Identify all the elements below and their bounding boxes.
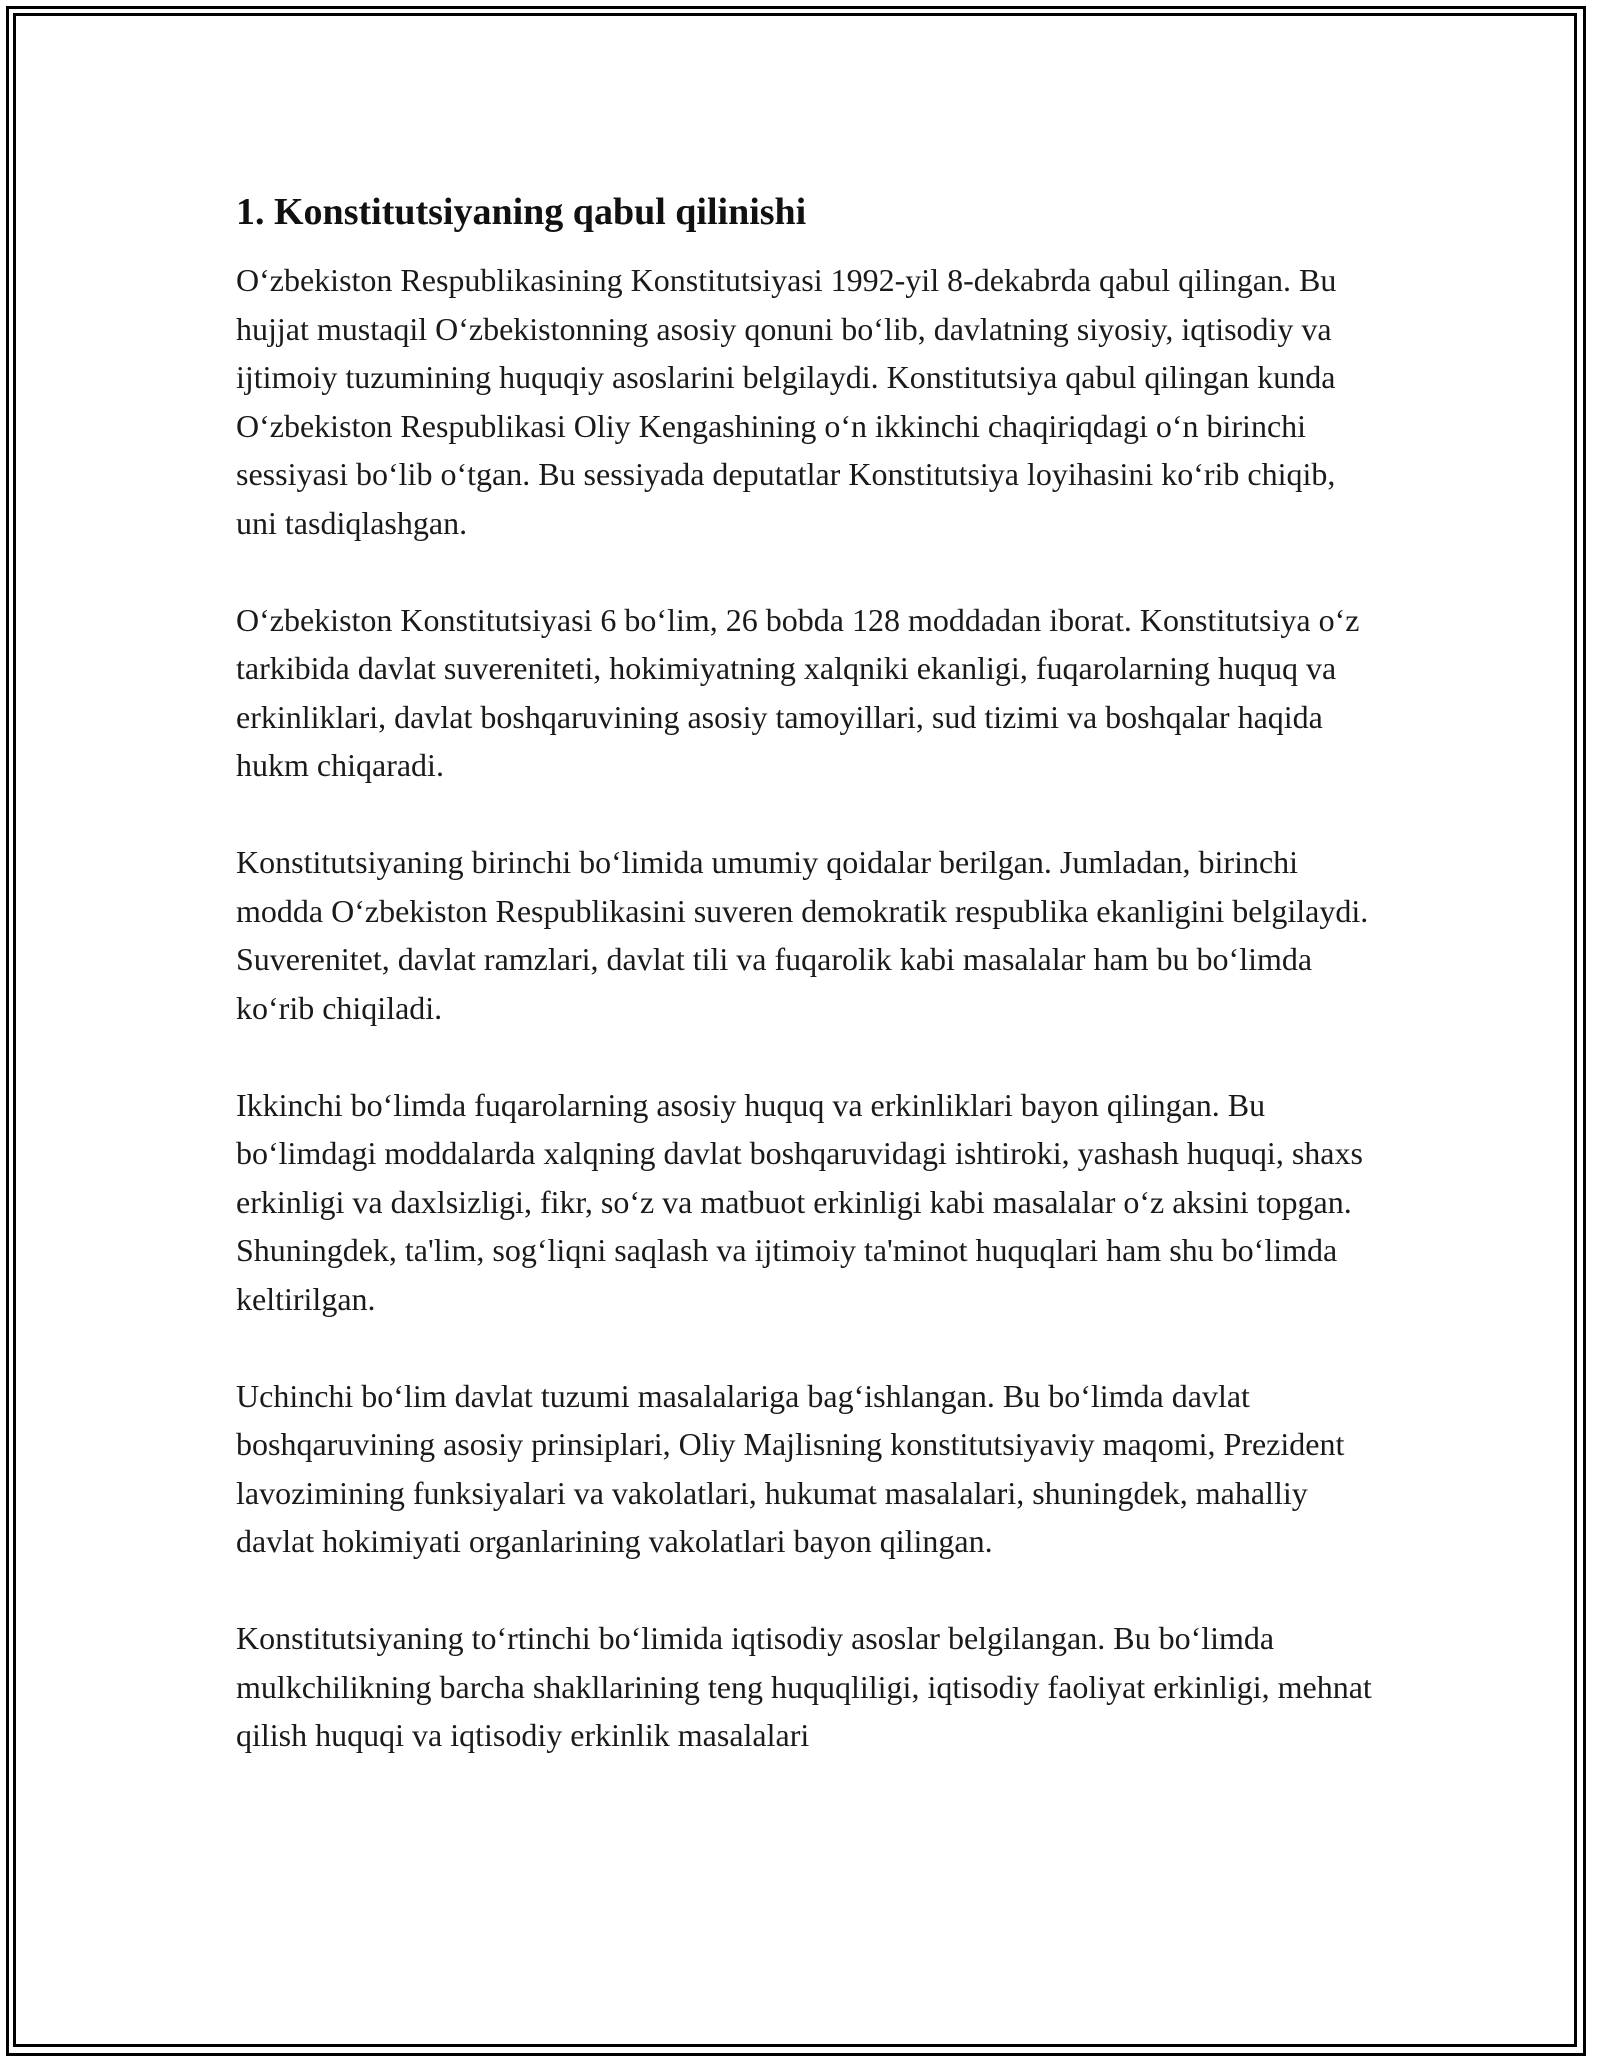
section-heading: 1. Konstitutsiyaning qabul qilinishi bbox=[236, 191, 807, 233]
paragraph-fourth-section: Konstitutsiyaning to‘rtinchi bo‘limida iqtisodiy asoslar belgilangan. Bu bo‘limda mulkchilikning barcha shakllarining teng huquqliligi, iqtisodiy faoliyat erkinligi, mehnat qilish huquqi va iqtisodiy erkinlik masalalari bbox=[236, 1620, 1372, 1753]
paragraph-structure: O‘zbekiston Konstitutsiyasi 6 bo‘lim, 26 bobda 128 moddadan iborat. Konstitutsiya o‘z tarkibida davlat suvereniteti, hokimiyatning xalqniki ekanligi, fuqarolarning huquq va erkinliklari, davlat boshqaruvining asosiy tamoyillari, sud tizimi va boshqalar haqida hukm chiqaradi. bbox=[236, 601, 1360, 783]
paragraph-adoption: O‘zbekiston Respublikasining Konstitutsiyasi 1992-yil 8-dekabrda qabul qilingan. Bu hujjat mustaqil O‘zbekistonning asosiy qonuni bo‘lib, davlatning siyosiy, iqtisodiy va ijtimoiy tuzumining huquqiy asoslarini belgilaydi. Konstitutsiya qabul qilingan kunda O‘zbekiston Respublikasi Oliy Kengashining o‘n ikkinchi chaqiriqdagi o‘n birinchi sessiyasi bo‘lib o‘tgan. Bu sessiyada deputatlar Konstitutsiya loyihasini ko‘rib chiqib, uni tasdiqlashgan. bbox=[236, 262, 1337, 541]
paragraph-third-section: Uchinchi bo‘lim davlat tuzumi masalalariga bag‘ishlangan. Bu bo‘limda davlat boshqaruvining asosiy prinsiplari, Oliy Majlisning konstitutsiyaviy maqomi, Prezident lavozimining funksiyalari va vakolatlari, hukumat masalalari, shuningdek, mahalliy davlat hokimiyati organlarining vakolatlari bayon qilingan. bbox=[236, 1377, 1345, 1559]
paragraph-first-section: Konstitutsiyaning birinchi bo‘limida umumiy qoidalar berilgan. Jumladan, birinchi modda O‘zbekiston Respublikasini suveren demokratik respublika ekanligini belgilaydi. Suverenitet, davlat ramzlari, davlat tili va fuqarolik kabi masalalar ham bu bo‘limda ko‘rib chiqiladi. bbox=[236, 844, 1369, 1026]
paragraph-second-section: Ikkinchi bo‘limda fuqarolarning asosiy huquq va erkinliklari bayon qilingan. Bu bo‘limdagi moddalarda xalqning davlat boshqaruvidagi ishtiroki, yashash huquqi, shaxs erkinligi va daxlsizligi, fikr, so‘z va matbuot erkinligi kabi masalalar o‘z aksini topgan. Shuningdek, ta'lim, sog‘liqni saqlash va ijtimoiy ta'minot huquqlari ham shu bo‘limda keltirilgan. bbox=[236, 1086, 1363, 1317]
document-body bbox=[236, 188, 1376, 1760]
